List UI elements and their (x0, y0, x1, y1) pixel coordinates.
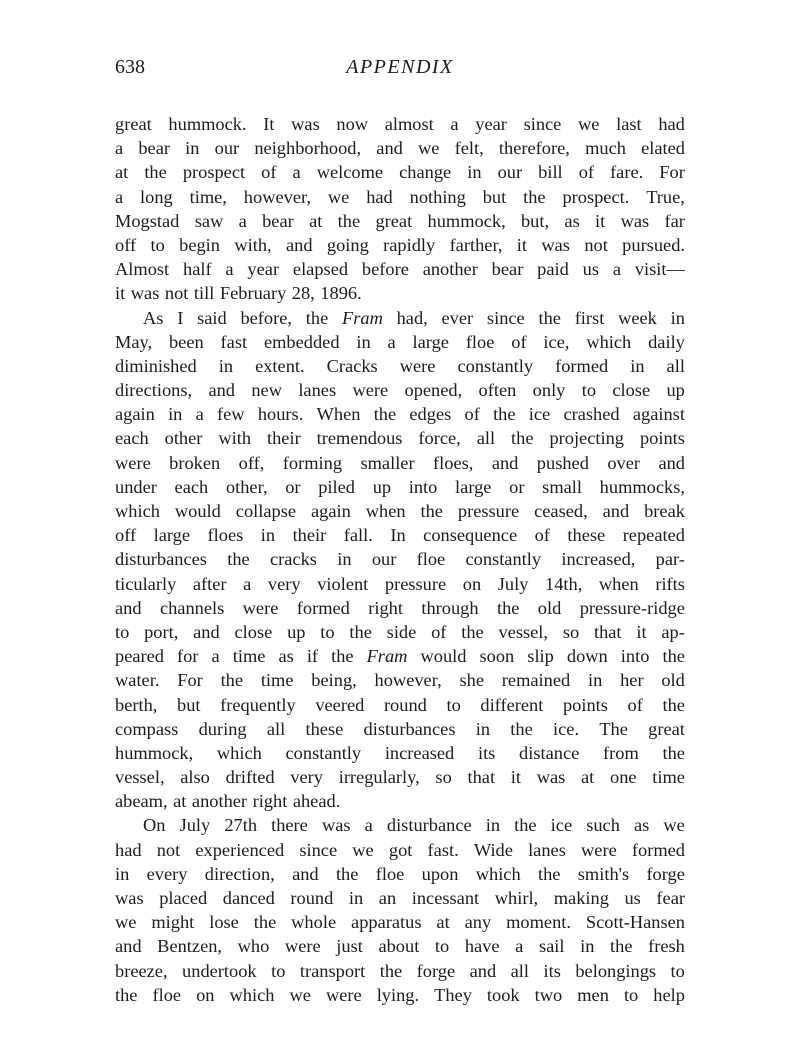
text-line: off large floes in their fall. In consequence of these repeated (115, 525, 685, 546)
text-line: great hummock. It was now almost a year since we last had (115, 114, 685, 134)
text-line: the floe on which we were lying. They took two men to help (115, 984, 685, 1005)
text-line: directions, and new lanes were opened, often only to close up (115, 380, 685, 401)
text-line: water. For the time being, however, she remained in her old (115, 670, 685, 691)
body-text (115, 112, 685, 1007)
text-line: As I said before, the Fram had, ever since the first week in (143, 307, 685, 328)
text-line: diminished in extent. Cracks were constantly formed in all (115, 355, 685, 376)
paragraph-1 (115, 112, 685, 306)
text-line: to port, and close up to the side of the vessel, so that it ap- (115, 621, 685, 642)
text-line: and channels were formed right through the old pressure-ridge (115, 597, 685, 618)
text-line: a bear in our neighborhood, and we felt, therefore, much elated (115, 138, 685, 159)
paragraph-3 (115, 813, 685, 1007)
text-line: abeam, at another right ahead. (115, 791, 341, 812)
text-line: under each other, or piled up into large or small hummocks, (115, 476, 685, 497)
text-line: Mogstad saw a bear at the great hummock, but, as it was far (115, 210, 685, 231)
text-line: in every direction, and the floe upon which the smith's forge (115, 863, 685, 884)
text-line: hummock, which constantly increased its distance from the (115, 742, 685, 763)
text-line: at the prospect of a welcome change in our bill of fare. For (115, 162, 685, 183)
text-line: each other with their tremendous force, all the projecting points (115, 428, 685, 449)
page-number: 638 (115, 56, 145, 78)
text-line: which would collapse again when the pressure ceased, and break (115, 501, 685, 521)
running-head (115, 56, 685, 86)
book-page (115, 56, 685, 1007)
text-line: On July 27th there was a disturbance in the ice such as we (143, 815, 685, 836)
text-line: again in a few hours. When the edges of the ice crashed against (115, 404, 685, 425)
text-line: we might lose the whole apparatus at any moment. Scott-Hansen (115, 912, 685, 933)
text-line: May, been fast embedded in a large floe of ice, which daily (115, 331, 685, 352)
text-line: a long time, however, we had nothing but the prospect. True, (115, 186, 685, 207)
text-line: peared for a time as if the Fram would soon slip down into the (115, 646, 685, 667)
text-line: berth, but frequently veered round to different points of the (115, 694, 685, 715)
text-line: compass during all these disturbances in the ice. The great (115, 718, 685, 739)
text-line: off to begin with, and going rapidly farther, it was not pursued. (115, 234, 685, 255)
text-line: had not experienced since we got fast. Wide lanes were formed (115, 839, 685, 860)
text-line: disturbances the cracks in our floe constantly increased, par- (115, 549, 685, 570)
text-line: was placed danced round in an incessant whirl, making us fear (115, 888, 685, 908)
text-line: were broken off, forming smaller floes, and pushed over and (115, 452, 685, 473)
text-line: and Bentzen, who were just about to have a sail in the fresh (115, 936, 685, 957)
paragraph-2 (115, 306, 685, 814)
text-line: breeze, undertook to transport the forge and all its belongings to (115, 960, 685, 981)
text-line: it was not till February 28, 1896. (115, 283, 362, 304)
text-line: vessel, also drifted very irregularly, so that it was at one time (115, 767, 685, 788)
text-line: ticularly after a very violent pressure on July 14th, when rifts (115, 573, 685, 594)
running-head-title: APPENDIX (346, 56, 454, 78)
text-line: Almost half a year elapsed before another bear paid us a visit— (115, 259, 685, 280)
